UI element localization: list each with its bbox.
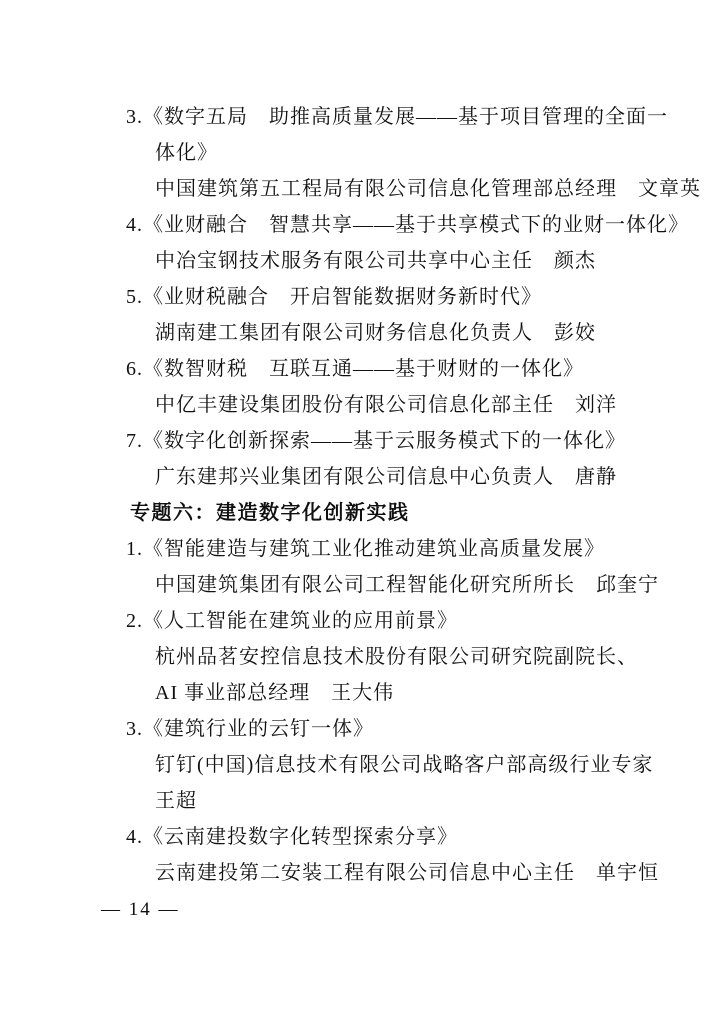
speaker-affiliation: 广东建邦兴业集团有限公司信息中心负责人 唐静 bbox=[155, 466, 617, 488]
list-item-title: 2.《人工智能在建筑业的应用前景》 bbox=[126, 610, 458, 632]
list-item-title: 5.《业财税融合 开启智能数据财务新时代》 bbox=[126, 286, 542, 308]
list-item-title: 4.《业财融合 智慧共享——基于共享模式下的业财一体化》 bbox=[126, 214, 689, 236]
speaker-affiliation: 中国建筑集团有限公司工程智能化研究所所长 邱奎宁 bbox=[155, 574, 659, 596]
list-item-title: 7.《数字化创新探索——基于云服务模式下的一体化》 bbox=[126, 430, 626, 452]
list-item-title: 3.《建筑行业的云钉一体》 bbox=[126, 718, 374, 740]
speaker-affiliation: 中国建筑第五工程局有限公司信息化管理部总经理 文章英 bbox=[155, 178, 701, 200]
list-item-title: 3.《数字五局 助推高质量发展——基于项目管理的全面一 bbox=[126, 106, 668, 128]
speaker-affiliation: 王超 bbox=[155, 790, 197, 812]
list-item-title: 1.《智能建造与建筑工业化推动建筑业高质量发展》 bbox=[126, 538, 605, 560]
speaker-affiliation: 钉钉(中国)信息技术有限公司战略客户部高级行业专家 bbox=[155, 754, 654, 776]
speaker-affiliation: 中冶宝钢技术服务有限公司共享中心主任 颜杰 bbox=[155, 250, 596, 272]
list-item-title-continued: 体化》 bbox=[155, 142, 218, 164]
program-list bbox=[0, 99, 723, 891]
speaker-affiliation: 湖南建工集团有限公司财务信息化负责人 彭姣 bbox=[155, 322, 596, 344]
page-number: — 14 — bbox=[101, 899, 180, 920]
list-item-title: 6.《数智财税 互联互通——基于财财的一体化》 bbox=[126, 358, 584, 380]
speaker-affiliation: AI 事业部总经理 王大伟 bbox=[155, 682, 395, 704]
list-item-title: 4.《云南建投数字化转型探索分享》 bbox=[126, 826, 458, 848]
speaker-affiliation: 杭州品茗安控信息技术股份有限公司研究院副院长、 bbox=[155, 646, 638, 668]
speaker-affiliation: 中亿丰建设集团股份有限公司信息化部主任 刘洋 bbox=[155, 394, 617, 416]
speaker-affiliation: 云南建投第二安装工程有限公司信息中心主任 单宇恒 bbox=[155, 862, 659, 884]
section-heading: 专题六：建造数字化创新实践 bbox=[130, 502, 410, 524]
